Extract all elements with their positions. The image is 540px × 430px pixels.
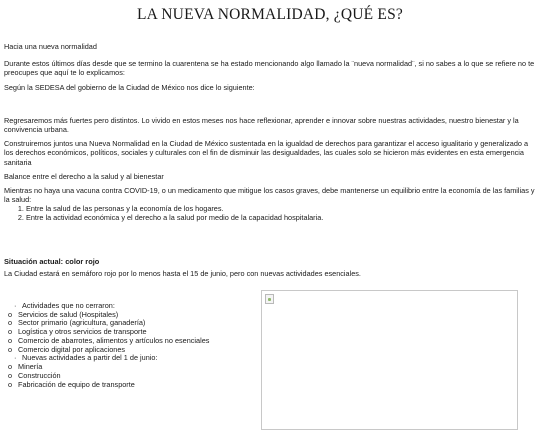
list-item-label: Logística y otros servicios de transporte [18,327,147,337]
section-paragraph: La Ciudad estará en semáforo rojo por lo menos hasta el 15 de junio, pero con nuevas actividades esenciales. [4,268,361,278]
balance-heading: Balance entre el derecho a la salud y al bienestar [4,171,164,181]
circle-bullet-icon: o [8,344,13,354]
list-item-label: Servicios de salud (Hospitales) [18,309,119,319]
sedesa-paragraph: Según la SEDESA del gobierno de la Ciudad de México nos dice lo siguiente: [4,82,255,92]
circle-bullet-icon: o [8,309,13,319]
balance-list [4,205,536,222]
circle-bullet-icon: o [8,318,13,328]
list-item-label: Fabricación de equipo de transporte [18,379,135,389]
page-title: LA NUEVA NORMALIDAD, ¿QUÉ ES? [137,6,403,23]
image-placeholder [261,290,518,430]
circle-bullet-icon: o [8,379,13,389]
section-heading: Situación actual: color rojo [4,256,100,266]
list-item-label: Construcción [18,370,61,380]
list-item-label: Sector primario (agricultura, ganadería) [18,318,146,328]
list-item-label: Comercio digital por aplicaciones [18,344,126,354]
intro-paragraph: Durante estos últimos días desde que se termino la cuarentena se ha estado mencionando algo llamado la ¨nueva normalidad¨, si no sabes a lo que se refiere no te preocupes que aquí te lo explicamos: [4,59,535,78]
list-item [8,381,258,390]
intro-heading: Hacia una nueva normalidad [4,42,97,51]
list-item [8,354,258,363]
circle-bullet-icon: o [8,370,13,380]
broken-image-icon [265,294,274,304]
list-item-label: Comercio de abarrotes, alimentos y artículos no esenciales [18,335,210,345]
activities-section [4,290,536,430]
list-item: 2. Entre la actividad económica y el derecho a la salud por medio de la capacidad hospitalaria. [26,214,536,223]
group-label: Nuevas actividades a partir del 1 de junio: [22,353,158,363]
circle-bullet-icon: o [8,362,13,372]
quote-paragraph-2: Construiremos juntos una Nueva Normalidad en la Ciudad de México sustentada en la igualdad de derechos para garantizar el acceso igualitario y generalizado a los derechos económicos, políticos, sociales y culturales con el fin de disminuir las desigualdades, las cuales solo se hicieron más evidentes en esta emergencia sanitaria [4,139,529,167]
quote-paragraph-1: Regresaremos más fuertes pero distintos. Lo vivido en estos meses nos hace reflexionar, aprender e innovar sobre nuestras actividades, nuestro bienestar y la convivencia urbana. [4,115,519,135]
activities-list [8,302,258,390]
bullet-icon: · [14,300,17,310]
circle-bullet-icon: o [8,327,13,337]
balance-paragraph: Mientras no haya una vacuna contra COVID-19, o un medicamento que mitigue los casos graves, debe mantenerse un equilibrio entre la economía de las familias y la salud: [4,186,535,205]
group-label: Actividades que no cerraron: [22,300,115,310]
list-item: 1. Entre la salud de las personas y la economía de los hogares. [26,205,536,214]
bullet-icon: · [14,353,17,363]
list-item-label: Minería [18,362,43,372]
circle-bullet-icon: o [8,335,13,345]
